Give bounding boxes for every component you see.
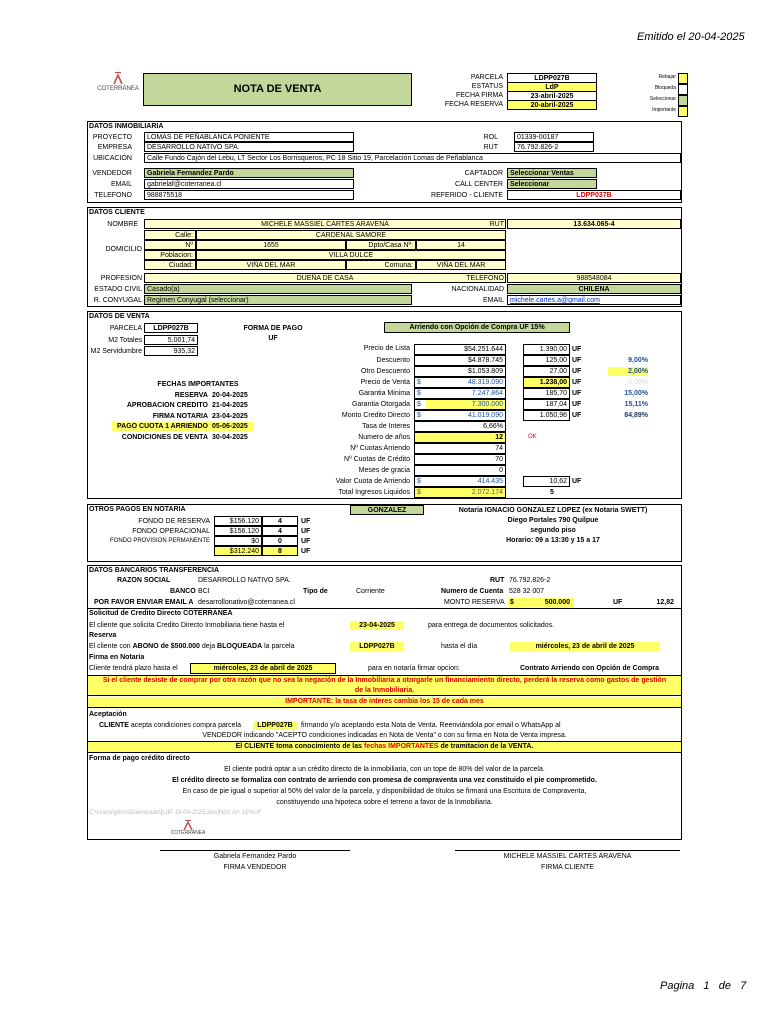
- firma-cliente-label: FIRMA CLIENTE: [541, 864, 594, 871]
- firma-vendedor-label: FIRMA VENDEDOR: [223, 864, 287, 871]
- callcenter-select[interactable]: Seleccionar: [507, 179, 597, 189]
- cliente-poblacion: VILLA DULCE: [196, 250, 506, 260]
- total-notaria: $312.240: [214, 546, 262, 556]
- section-banco: DATOS BANCARIOS TRANSFERENCIA RAZON SOCIAL DESARROLLO NATIVO SPA. RUT 76.792.826-2 BANCO BCI Tipo de Corriente Numero de Cuenta 528 32 007 POR FAVOR ENVIAR EMAIL A desarrollonativo@coterranea.cl MONTO RESERVA $ 500.000 UF 12,82 Solicitud de Credito Directo COTERRANEA El cliente que solicita Credito Directo Inmobiliaria tiene hasta el 23-04-2025 para entrega de documentos solicitados. Reserva El cliente con ABONO de $500.000 deja BLOQUEADA la parcela LDPP027B hasta el día miércoles, 23 de abril de 2025 Firma en Notaría Cliente tendrá plazo hasta el miércoles, 23 de abril de 2025 para en notaría firmar opcion: Contrato Arriendo con Opción de Compra Si el cliente desiste de comprar por otra razón que no sea la negación de la Inmobiliaria a otorgarle un financiamiento directo, perderá la reserva como gastos de gestión de la Inmobiliaria. IMPORTANTE: la tasa de interes cambia los 15 de cada mes Aceptación CLIENTE acepta condiciones compra parcela LDPP027B firmando y/o aceptando esta Nota de Venta. Reenviándola por email o WhatsApp al VENDEDOR indicando "ACEPTO condiciones indicadas en Nota de Venta" o con su firma en Nota de Venta impresa. El CLIENTE toma conocimiento de las fechas IMPORTANTES de tramitacion de la VENTA. Forma de pago crédito directo El cliente podrá optar a un crédito directo de la inmobiliaria, con un tope de 80% del valor de la parcela. El crédito directo se formaliza con contrato de arriendo con promesa de compraventa una vez constituido el pie comprometido. En caso de pie igual o superior al 50% del valor de la parcela, y disponibilidad de títulos se firmará una Escritura de Compraventa, constituyendo una hipoteca sobre el terreno a favor de la Inmobiliaria. C:\Users\gfern\Downloads\[LdP 19-04-2025.xlsx]NdV Arr 15%UF COTERRÁNEA: [87, 565, 682, 840]
- cliente-numero: 1655: [196, 240, 346, 250]
- vendedor-name: Gabriela Fernandez Pardo: [213, 853, 297, 860]
- arriendo-option[interactable]: Arriendo con Opción de Compra UF 15%: [384, 322, 570, 333]
- notaria-select[interactable]: GONZALEZ: [350, 505, 424, 515]
- vendedor-email: gabrielaf@coterranea.cl: [144, 179, 354, 189]
- tasa-interes: 6,66%: [414, 421, 506, 432]
- cliente-name: MICHELE MASSIEL CARTES ARAVENA: [503, 853, 632, 860]
- rol-value: 01339-00187: [514, 132, 594, 142]
- valor-cuota: 414.435: [426, 476, 506, 487]
- cliente-ciudad: VIÑA DEL MAR: [196, 260, 346, 270]
- cliente-comuna: VIÑA DEL MAR: [416, 260, 506, 270]
- estado-civil-select[interactable]: Casado(a): [144, 284, 412, 294]
- price-table: Precio de Lista $54.251.644 1.390,00 UF Descuento $4.878.745 125,00 UF 9,00% Otro Descuento $1.053.809 27,00 UF 2,00% Precio de Venta $ 48.319.090 1.238,00 UF 0,00% Garantia Minima $ 7.247.864 185,70 UF 15,00% Garantia Otorgada $ 7.300.000 187,04 UF 15,11% Monto Credito Directo $ 41.019.090 1.050,96 UF 84,89% Tasa de Interes 6,66% Numero de años 12 OK Nº Cuotas Arriendo 74 Nº Cuotas de Crédito 70 Meses de gracia 0 Valor Cuota de Arriendo $ 414.435 10,62 UF Total Ingresos Liquidos $ 2.072.174 5: [335, 345, 648, 496]
- cliente-rut: 13.634.065-4: [507, 219, 681, 229]
- total-ingresos: 2.072.174: [426, 487, 506, 498]
- m2-servidumbre: 935,32: [144, 346, 198, 356]
- header-fields: PARCELA ESTATUS FECHA FIRMA FECHA RESERVA LDPP027B LdP 23-abril-2025 20-abril-2025: [420, 73, 630, 117]
- file-path: C:\Users\gfern\Downloads\[LdP 19-04-2025.xlsx]NdV Arr 15%UF: [89, 810, 262, 816]
- regimen-conyugal-select[interactable]: Regimen Conyugal (seleccionar): [144, 295, 412, 305]
- garantia-otorgada-input[interactable]: 7.300.000: [426, 399, 506, 410]
- monto-reserva: 500.000: [518, 598, 574, 607]
- cliente-dpto: 14: [416, 240, 506, 250]
- section-cliente: DATOS CLIENTE NOMBRE MICHELE MASSIEL CARTES ARAVENA RUT 13.634.065-4 DOMICILIO Calle: CARDENAL SAMORE Nº 1655 Dpto/Casa Nº: 14 Poblacion: VILLA DULCE Ciudad: VIÑA DEL MAR Comuna: VIÑA DEL MAR PROFESION DUEÑA DE CASA TELEFONO 988548084 ESTADO CIVIL Casado(a) NACIONALIDAD CHILENA R. CONYUGAL Regimen Conyugal (seleccionar) EMAIL michele.cartes.a@gmail.com: [87, 207, 682, 307]
- section-inmobiliaria: DATOS INMOBILIARIA PROYECTO LOMAS DE PEÑABLANCA PONIENTE EMPRESA DESARROLLO NATIVO SPA. UBICACIÓN Calle Fundo Cajón del Lebu, LT Sector Los Borrisqueros, PC 18 Sitio 19, Parcelación Lomas de Peñablanca ROL 01339-00187 RUT 76.792.826-2 VENDEDOR Gabriela Fernandez Pardo EMAIL gabrielaf@coterranea.cl TELEFONO 988875518 CAPTADOR Seleccionar Ventas CALL CENTER Seleccionar REFERIDO - CLIENTE LDPP037B: [87, 121, 682, 203]
- proyecto-value: LOMAS DE PEÑABLANCA PONIENTE: [144, 132, 354, 142]
- status-value: LdP: [507, 82, 597, 92]
- venta-parcela: LDPP027B: [144, 323, 198, 333]
- cliente-telefono: 988548084: [507, 273, 681, 283]
- cliente-profesion: DUEÑA DE CASA: [144, 273, 506, 283]
- forma-pago-value: UF: [268, 335, 278, 342]
- vendedor-value: Gabriela Fernandez Pardo: [144, 168, 354, 178]
- ubicacion-value: Calle Fundo Cajón del Lebu, LT Sector Los Borrisqueros, PC 18 Sitio 19, Parcelación Lomas de Peñablanca: [144, 153, 681, 163]
- company-logo: COTERRÁNEA: [98, 70, 138, 98]
- cliente-conocimiento: El CLIENTE toma conocimiento de las fechas IMPORTANTES de tramitacion de la VENTA.: [88, 741, 681, 753]
- section-venta: DATOS DE VENTA PARCELA LDPP027B FORMA DE PAGO UF Arriendo con Opción de Compra UF 15% M2 Totales 5.001,74 M2 Servidumbre 935,32 FECHAS IMPORTANTES RESERVA 20-04-2025 APROBACION CREDITO 21-04-2025 FIRMA NOTARIA 23-04-2025 PAGO CUOTA 1 ARRIENDO 05-06-2025 CONDICIONES DE VENTA 30-04-2025 Precio de Lista $54.251.644 1.390,00 UF Descuento $4.878.745 125,00 UF 9,00% Otro Descuento $1.053.809 27,00 UF 2,00% Precio de Venta $ 48.319.090 1.238,00 UF 0,00% Garantia Minima $ 7.247.864 185,70 UF 15,00% Garantia Otorgada $ 7.300.000 187,04 UF 15,11% Monto Credito Directo $ 41.019.090 1.050,96 UF 84,89% Tasa de Interes 6,66% Numero de años 12 OK Nº Cuotas Arriendo 74 Nº Cuotas de Crédito 70 Meses de gracia 0 Valor Cuota de Arriendo $ 414.435 10,62 UF Total Ingresos Liquidos $ 2.072.174 5: [87, 311, 682, 499]
- rut-inmobiliaria: 76.792.826-2: [514, 142, 594, 152]
- section-notaria: OTROS PAGOS EN NOTARIA FONDO DE RESERVA $156.120 4 UF FONDO OPERACIONAL $156.120 4 UF FONDO PROVISION PERMANENTE $0 0 UF $312.240 8 UF GONZALEZ Notaria IGNACIO GONZALEZ LOPEZ (ex Notaria SWETT) Diego Portales 790 Quilpue segundo piso Horario: 09 a 13:30 y 15 a 17: [87, 504, 682, 562]
- color-legend: Rebajar Bloqueda Seleccionar Importante: [640, 73, 688, 117]
- cliente-calle: CARDENAL SAMORE: [196, 230, 506, 240]
- bloqueo-fecha: miércoles, 23 de abril de 2025: [510, 642, 660, 651]
- m2-totales: 5.001,74: [144, 335, 198, 345]
- cliente-nombre: MICHELE MASSIEL CARTES ARAVENA: [144, 219, 506, 229]
- important-tasa: IMPORTANTE: la tasa de interes cambia los 15 de cada mes: [88, 697, 681, 708]
- warning-desiste: Si el cliente desiste de comprar por otra razón que no sea la negación de la Inmobiliaria a otorgarle un financiamiento directo, perderá la reserva como gastos de gestión de la Inmobiliaria.: [88, 675, 681, 696]
- otro-descuento-pct[interactable]: 2,00%: [608, 367, 648, 376]
- pago-cuota-label: PAGO CUOTA 1 ARRIENDO: [112, 422, 210, 431]
- footer-logo: COTERRÁNEA: [168, 818, 208, 840]
- pago-cuota-date: 05-06-2025: [210, 422, 254, 431]
- fecha-documentos: 23-04-2025: [350, 621, 404, 630]
- numero-anos-input[interactable]: 12: [414, 432, 506, 443]
- empresa-value: DESARROLLO NATIVO SPA.: [144, 142, 354, 152]
- parcela-value: LDPP027B: [507, 73, 597, 83]
- firma-date: 23-abril-2025: [507, 91, 597, 101]
- cliente-email-link[interactable]: michele.cartes.a@gmail.com: [507, 295, 681, 305]
- banco-email[interactable]: desarrollonativo@coterranea.cl: [198, 599, 295, 606]
- issued-date: Emitido el 20-04-2025: [637, 31, 745, 43]
- cliente-nacionalidad: CHILENA: [507, 284, 681, 294]
- plazo-firma: miércoles, 23 de abril de 2025: [190, 663, 336, 674]
- reserva-date: 20-abril-2025: [507, 100, 597, 110]
- referido-value: LDPP037B: [507, 190, 681, 200]
- page-title: NOTA DE VENTA: [143, 73, 412, 106]
- page-number: Pagina 1 de 7: [660, 980, 747, 992]
- vendedor-telefono: 988875518: [144, 190, 354, 200]
- captador-select[interactable]: Seleccionar Ventas: [507, 168, 597, 178]
